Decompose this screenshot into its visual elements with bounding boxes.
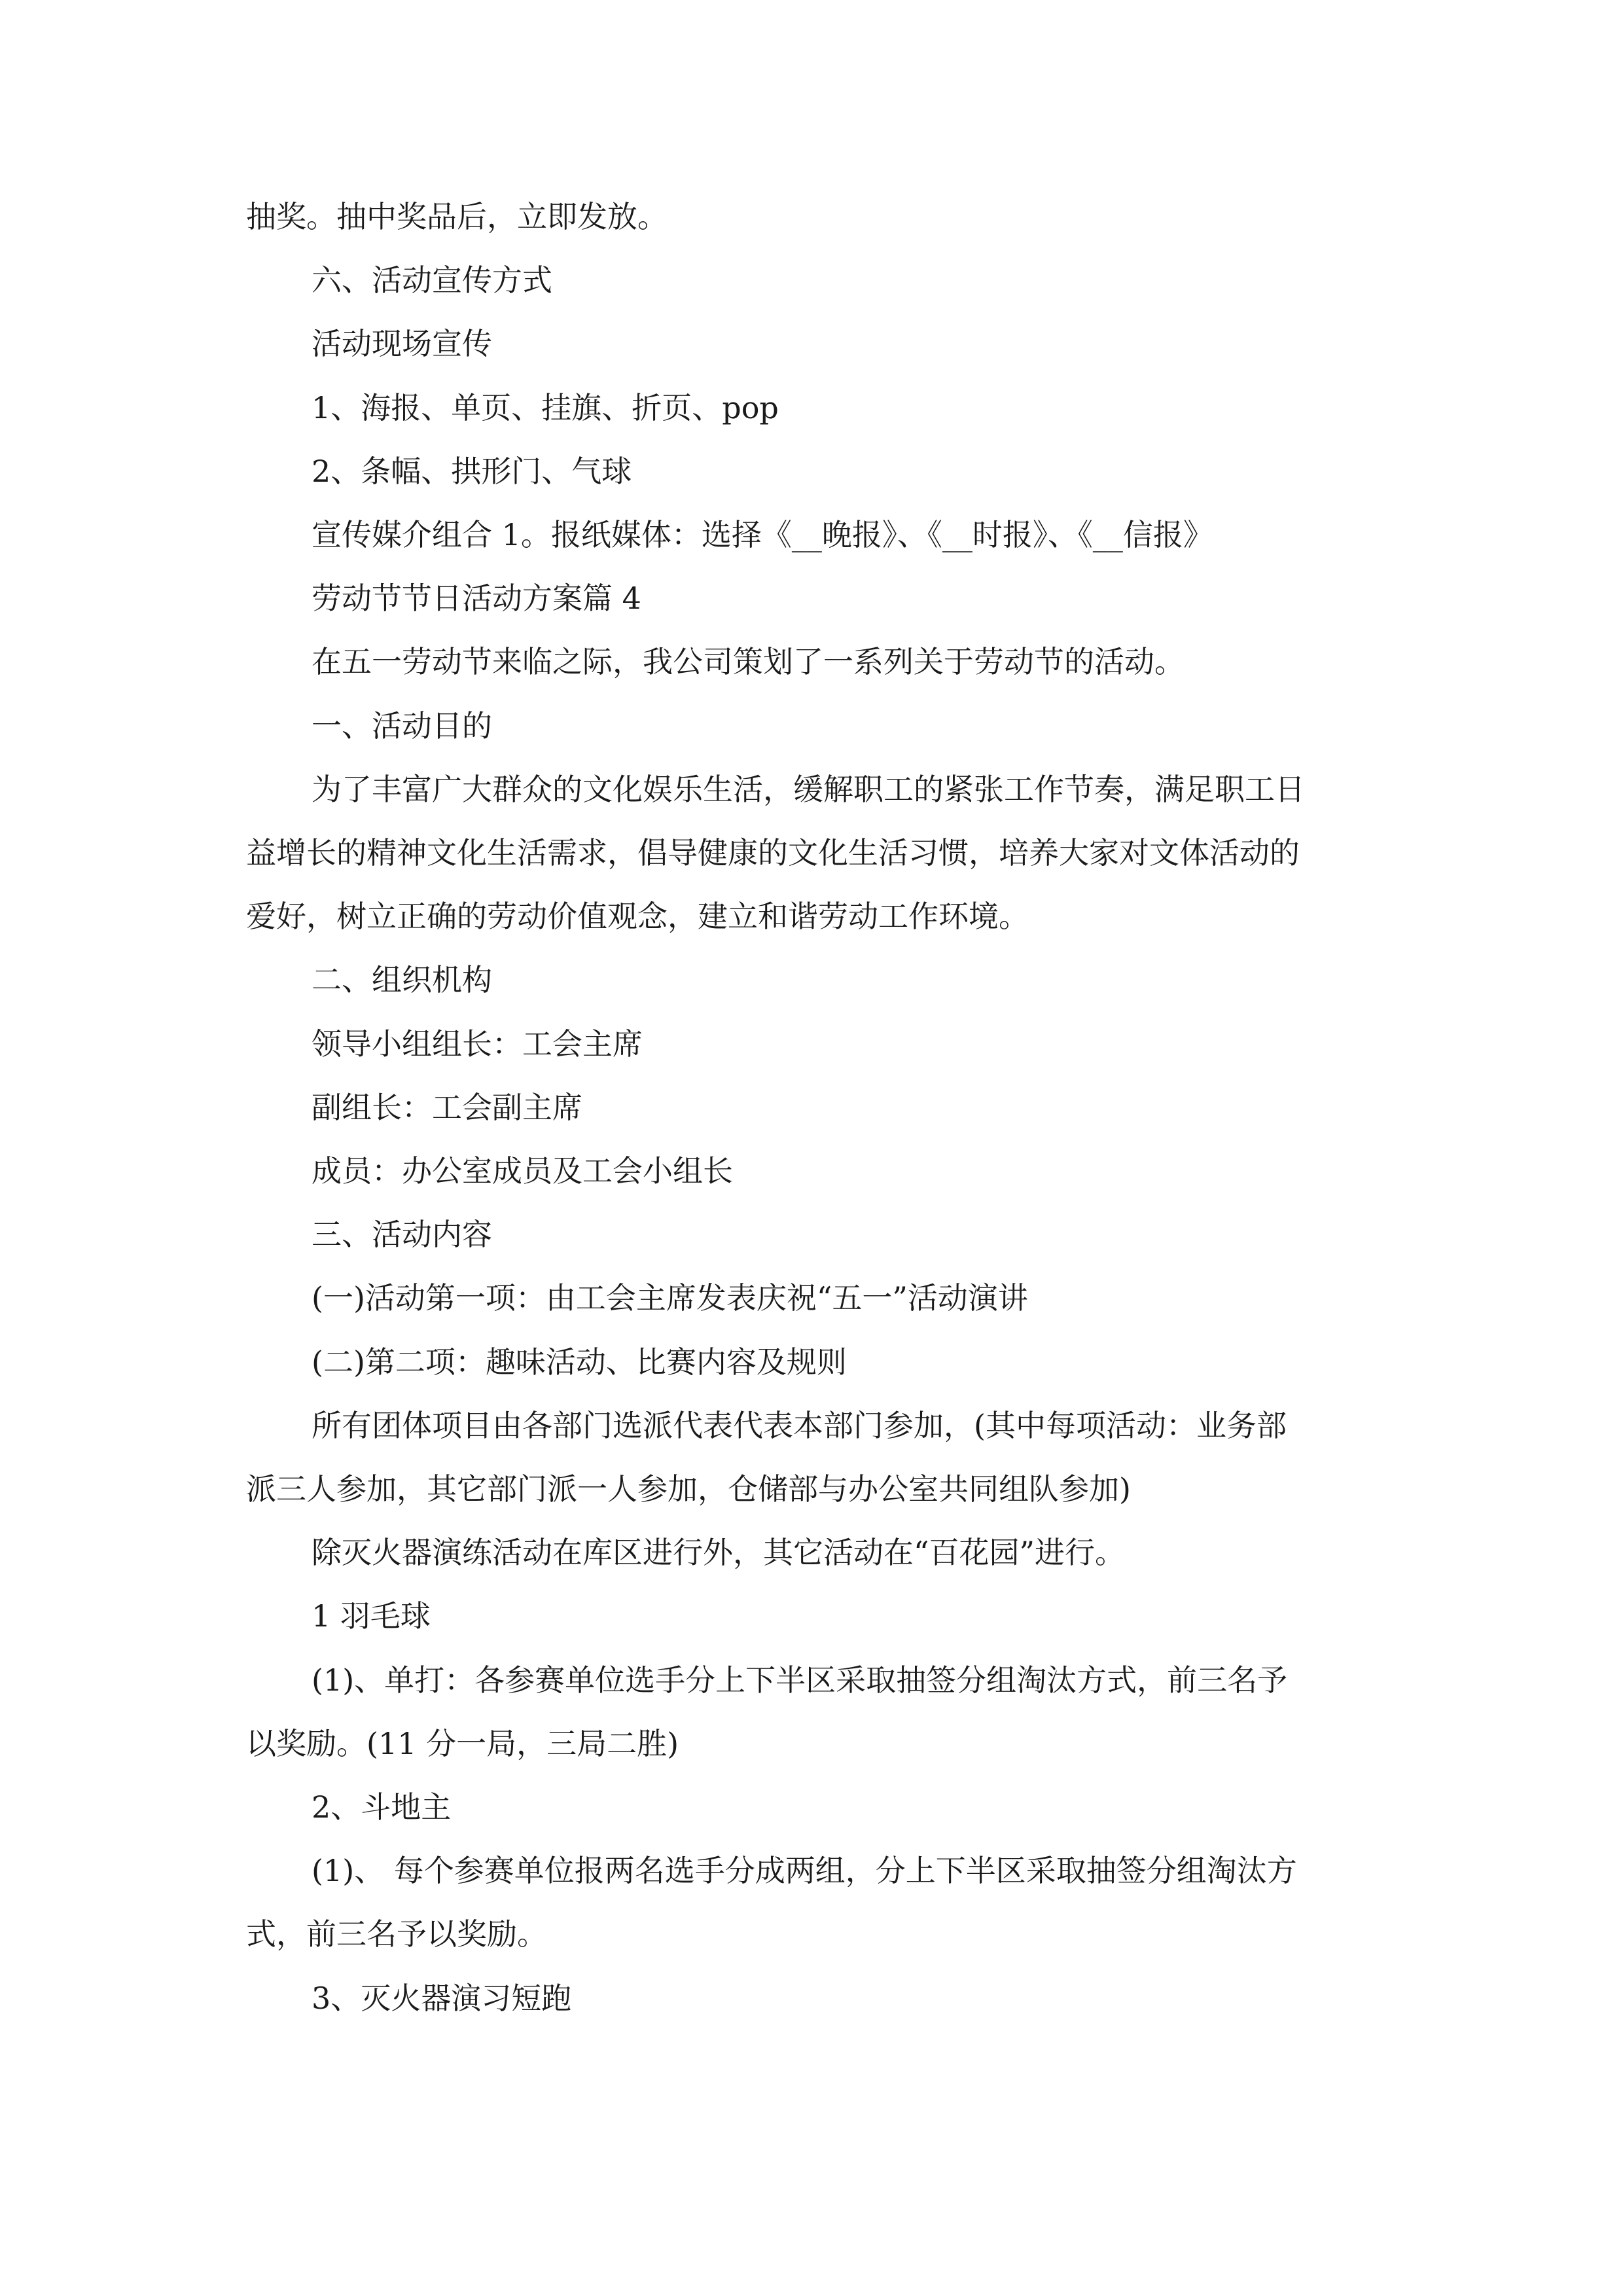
list-item: 1 羽毛球 [312, 1598, 431, 1634]
paragraph-line: 抽奖。抽中奖品后，立即发放。 [246, 199, 668, 234]
paragraph-line: (二)第二项：趣味活动、比赛内容及规则 [312, 1344, 847, 1380]
paragraph-line: (一)活动第一项：由工会主席发表庆祝“五一”活动演讲 [312, 1280, 1028, 1316]
paragraph-line: 活动现场宣传 [312, 326, 492, 361]
paragraph-line: 爱好，树立正确的劳动价值观念，建立和谐劳动工作环境。 [246, 899, 1029, 934]
list-item: 2、条幅、拱形门、气球 [312, 454, 632, 489]
paragraph-line: 以奖励。(11 分一局，三局二胜) [246, 1726, 679, 1761]
paragraph-line: 益增长的精神文化生活需求，倡导健康的文化生活习惯，培养大家对文体活动的 [246, 835, 1300, 870]
paragraph-line: 为了丰富广大群众的文化娱乐生活，缓解职工的紧张工作节奏，满足职工日 [312, 772, 1305, 807]
paragraph-line: 所有团体项目由各部门选派代表代表本部门参加，(其中每项活动：业务部 [312, 1408, 1287, 1443]
list-item: 1、海报、单页、挂旗、折页、pop [312, 390, 779, 425]
section-heading: 二、组织机构 [312, 962, 492, 997]
list-item: 2、斗地主 [312, 1789, 452, 1825]
paragraph-line: 派三人参加，其它部门派一人参加，仓储部与办公室共同组队参加) [246, 1471, 1131, 1507]
list-item: 3、灭火器演习短跑 [312, 1981, 572, 2016]
paragraph-line: 式，前三名予以奖励。 [246, 1916, 547, 1952]
paragraph-line: 除灭火器演练活动在库区进行外，其它活动在“百花园”进行。 [312, 1535, 1126, 1570]
section-heading: 三、活动内容 [312, 1217, 492, 1252]
paragraph-line: 成员：办公室成员及工会小组长 [312, 1153, 733, 1189]
paragraph-line: (1)、单打：各参赛单位选手分上下半区采取抽签分组淘汰方式，前三名予 [312, 1662, 1288, 1698]
paragraph-line: 副组长：工会副主席 [312, 1090, 582, 1125]
section-heading: 一、活动目的 [312, 708, 492, 744]
paragraph-line: (1)、 每个参赛单位报两名选手分成两组，分上下半区采取抽签分组淘汰方 [312, 1853, 1297, 1888]
paragraph-line: 宣传媒介组合 1。报纸媒体：选择《__晚报》、《__时报》、《__信报》 [312, 517, 1213, 552]
paragraph-line: 领导小组组长：工会主席 [312, 1026, 643, 1062]
document-title: 劳动节节日活动方案篇 4 [312, 581, 641, 616]
paragraph-line: 在五一劳动节来临之际，我公司策划了一系列关于劳动节的活动。 [312, 644, 1185, 679]
section-heading: 六、活动宣传方式 [312, 262, 552, 298]
